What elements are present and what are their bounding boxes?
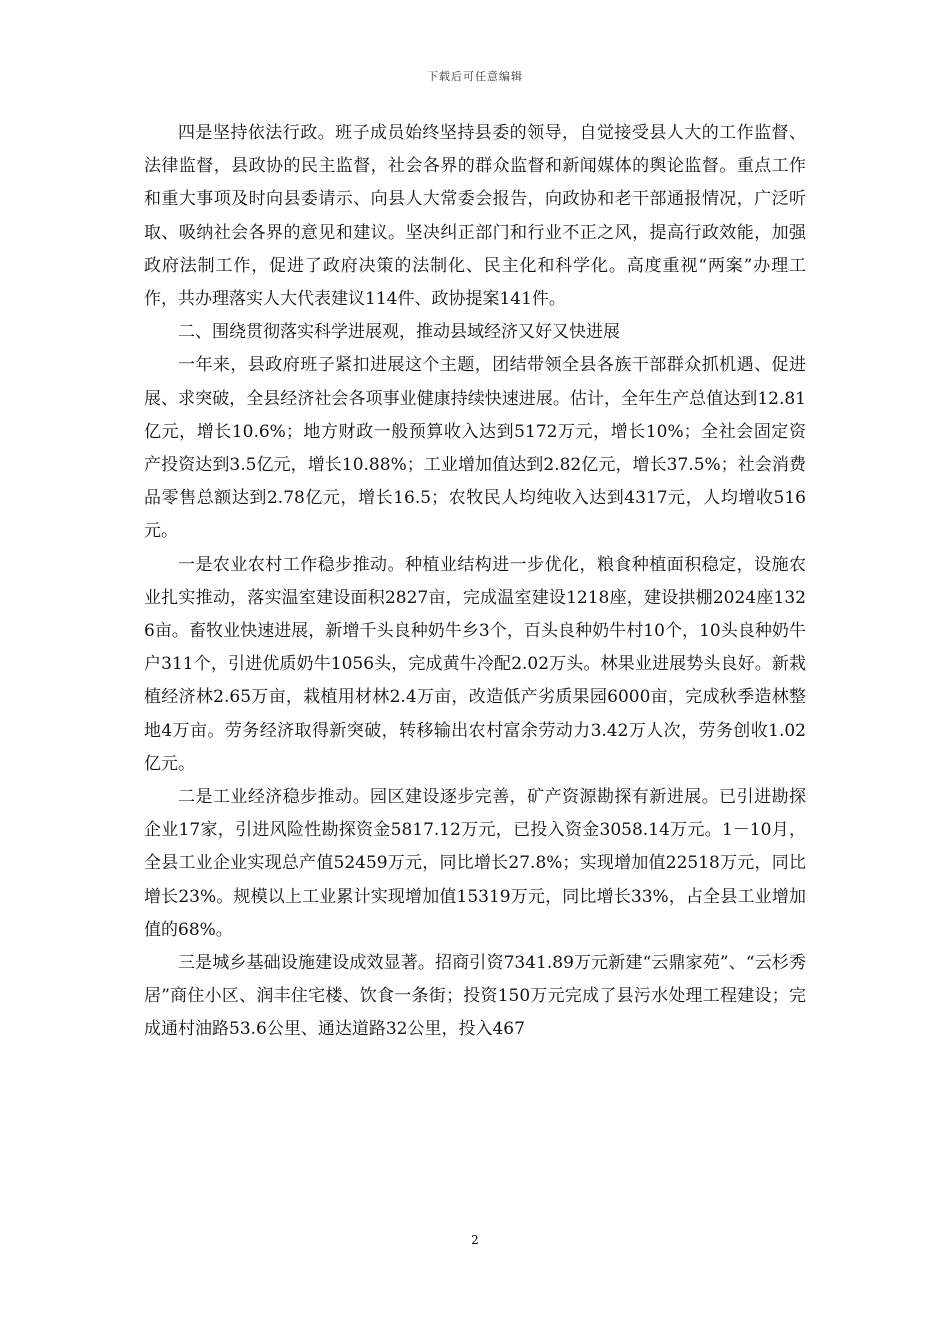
paragraph-agriculture: 一是农业农村工作稳步推动。种植业结构进一步优化，粮食种植面积稳定，设施农业扎实推动，落实温室建设面积2827亩，完成温室建设1218座，建设拱棚2024座1326亩。畜牧业快速进展，新增千头良种奶牛乡3个，百头良种奶牛村10个，10头良种奶牛户311个，引进优质奶牛1056头，完成黄牛冷配2.02万头。林果业进展势头良好。新栽植经济林2.65万亩，栽植用材林2.4万亩，改造低产劣质果园6000亩，完成秋季造林整地4万亩。劳务经济取得新突破，转移输出农村富余劳动力3.42万人次，劳务创收1.02亿元。 [144,554,806,774]
paragraph-rule-of-law: 四是坚持依法行政。班子成员始终坚持县委的领导，自觉接受县人大的工作监督、法律监督，县政协的民主监督，社会各界的群众监督和新闻媒体的舆论监督。重点工作和重大事项及时向县委请示、向县人大常委会报告，向政协和老干部通报情况，广泛听取、吸纳社会各界的意见和建议。坚决纠正部门和行业不正之风，提高行政效能，加强政府法制工作，促进了政府决策的法制化、民主化和科学化。高度重视“两案”办理工作，共办理落实人大代表建议114件、政协提案141件。 [144,123,806,310]
paragraph-infrastructure: 三是城乡基础设施建设成效显著。招商引资7341.89万元新建“云鼎家苑”、“云杉秀居”商住小区、润丰住宅楼、饮食一条街；投资150万元完成了县污水处理工程建设；完成通村油路53.6公里、通达道路32公里，投入467 [144,953,806,1040]
paragraph-economy-overview: 一年来，县政府班子紧扣进展这个主题，团结带领全县各族干部群众抓机遇、促进展、求突破，全县经济社会各项事业健康持续快速进展。估计，全年生产总值达到12.81亿元，增长10.6%；地方财政一般预算收入达到5172万元，增长10%；全社会固定资产投资达到3.5亿元，增长10.88%；工业增加值达到2.82亿元，增长37.5%；社会消费品零售总额达到2.78亿元，增长16.5；农牧民人均纯收入达到4317元，人均增收516元。 [144,355,806,542]
document-body [144,117,806,1047]
paragraph-industry: 二是工业经济稳步推动。园区建设逐步完善，矿产资源勘探有新进展。已引进勘探企业17家，引进风险性勘探资金5817.12万元，已投入资金3058.14万元。1－10月，全县工业企业实现总产值52459万元，同比增长27.8%；实现增加值22518万元，同比增长23%。规模以上工业累计实现增加值15319万元，同比增长33%，占全县工业增加值的68%。 [144,787,806,940]
page-number: 2 [471,1233,479,1247]
section-heading-2: 二、围绕贯彻落实科学进展观，推动县域经济又好又快进展 [178,322,620,343]
page-header: 下载后可任意编辑 [427,70,523,83]
